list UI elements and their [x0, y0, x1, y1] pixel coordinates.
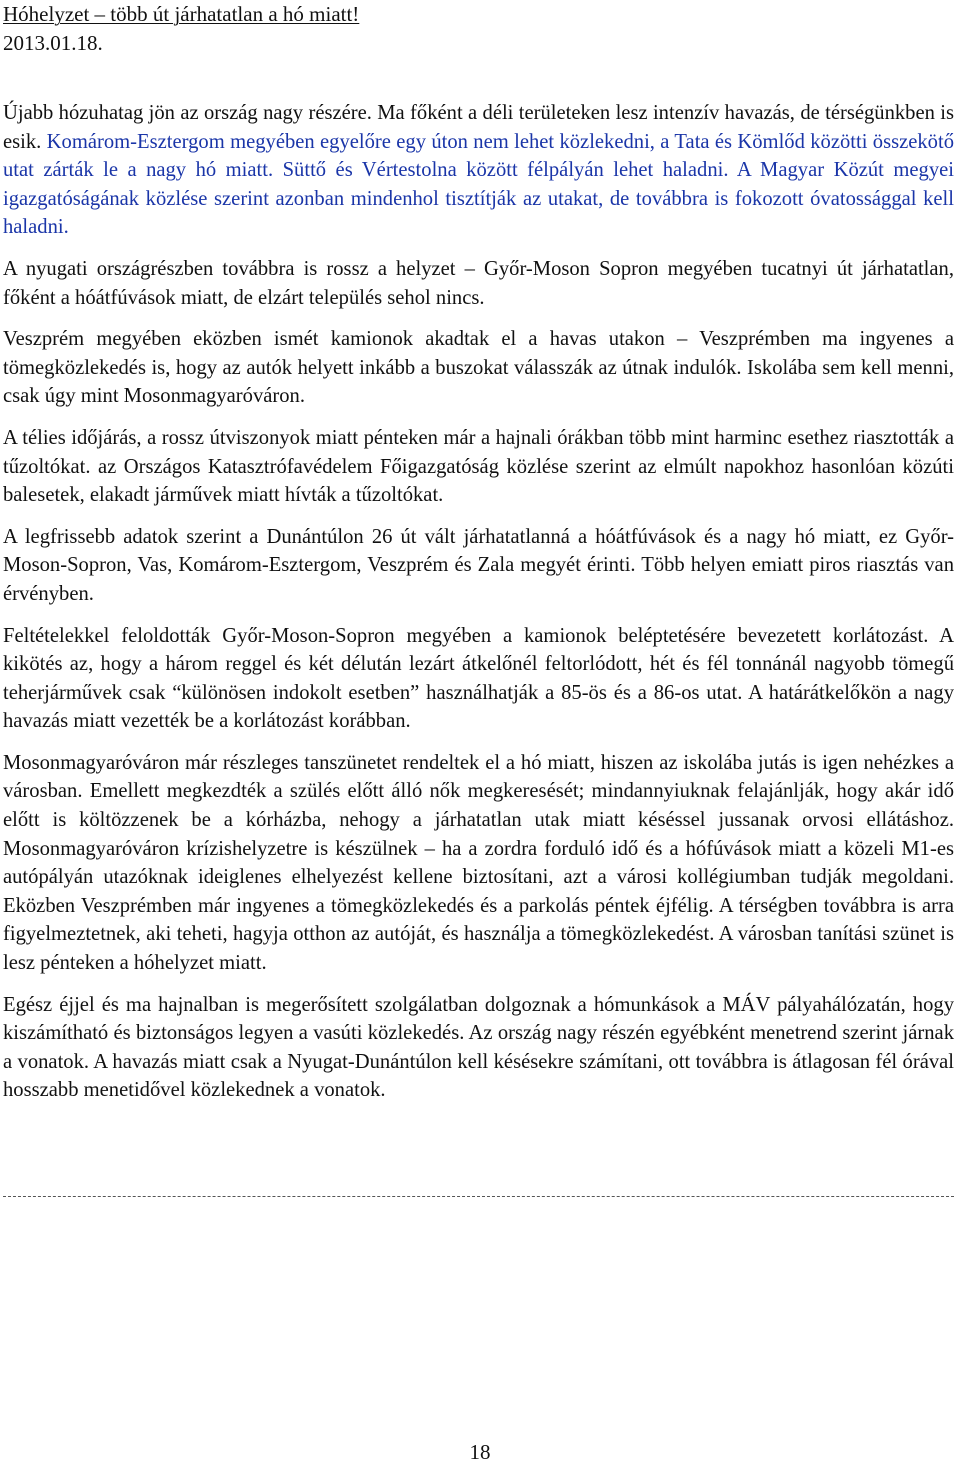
paragraph: [3, 424, 954, 510]
paragraph-text: Feltételekkel feloldották Győr-Moson-Sopron megyében a kamionok beléptetésére bevezetett korlátozást. A kikötés az, hogy a három reggel és két délután lezárt átkelőnél feltorlódott, hét és fél tonnánál nagyobb tömegű teherjárművek csak “különösen indokolt esetben” használhatják a 85-ös és a 86-os utat. A határátkelőkön a nagy havazás miatt vezették be a korlátozást korábban.: [3, 624, 954, 733]
paragraph-text: Komárom-Esztergom megyében egyelőre egy úton nem lehet közlekedni, a Tata és Kömlőd közötti összekötő utat zárták le a nagy hó miatt.: [3, 130, 954, 182]
document-page: [3, 0, 954, 1118]
page-number: 18: [469, 1440, 491, 1464]
paragraph-text: Süttő és Vértestolna között félpályán lehet haladni.: [282, 159, 737, 182]
paragraph: [3, 255, 954, 312]
paragraph-text: A legfrissebb adatok szerint a Dunántúlon 26 út vált járhatatlanná a hóátfúvások és a nagy hó miatt, ez Győr-Moson-Sopron, Vas, Komárom-Esztergom, Veszprém és Zala megyét érinti. Több helyen emiatt piros riasztás van érvényben.: [3, 525, 954, 605]
paragraph: [3, 622, 954, 736]
paragraph-text: A nyugati országrészben továbbra is rossz a helyzet – Győr-Moson Sopron megyében tucatnyi út járhatatlan, főként a hóátfúvások miatt, de elzárt település sehol nincs.: [3, 257, 954, 309]
article-body: [3, 99, 954, 1105]
paragraph-text: Egész éjjel és ma hajnalban is megerősített szolgálatban dolgoznak a hómunkások a MÁV pályahálózatán, hogy kiszámítható és biztonságos legyen a vasúti közlekedés. Az ország nagy részén egyébként menetrend szerint járnak a vonatok. A havazás miatt csak a Nyugat-Dunántúlon kell késésekre számítani, ott továbbra is átlagosan fél órával hosszabb menetidővel közlekednek a vonatok.: [3, 993, 954, 1102]
article-header: [3, 0, 954, 58]
paragraph: [3, 325, 954, 411]
article-date: 2013.01.18.: [3, 31, 103, 55]
article-title[interactable]: Hóhelyzet – több út járhatatlan a hó miatt!: [3, 2, 360, 26]
paragraph: [3, 523, 954, 609]
paragraph: [3, 749, 954, 978]
paragraph: [3, 991, 954, 1105]
dashed-separator: [3, 1196, 954, 1197]
paragraph-text: Veszprém megyében eközben ismét kamionok akadtak el a havas utakon – Veszprémben ma ingyenes a tömegközlekedés is, hogy az autók helyett inkább a buszokat válasszák az útnak indulók. Iskolába sem kell menni, csak úgy mint Mosonmagyaróváron.: [3, 328, 954, 408]
paragraph-text: Mosonmagyaróváron már részleges tanszünetet rendeltek el a hó miatt, hiszen az iskolába jutás is igen nehézkes a városban. Emellett megkezdték a szülés előtt álló nők megkeresését; mindannyiuknak felajánlják, hogy akár idő előtt is költözzenek be a kórházba, nehogy a járhatatlan utak miatt késéssel jussanak orvosi ellátáshoz. Mosonmagyaróváron krízishelyzetre is készülnek – ha a zordra forduló idő és a hófúvások miatt a közeli M1-es autópályán utazóknak ideiglenes elhelyezést kellene biztosítani, azt a városi kollégiumban tudják megoldani. Eközben Veszprémben már ingyenes a tömegközlekedés és a parkolás péntek éjfélig. A térségben továbbra is arra figyelmeztetnek, aki teheti, hagyja otthon az autóját, és használja a tömegközlekedést. A városban tanítási szünet is lesz pénteken a hóhelyzet miatt.: [3, 751, 954, 975]
paragraph-text: Újabb hózuhatag jön az ország nagy részére. Ma főként a déli területeken lesz intenzív havazás, de térségünkben is esik.: [3, 102, 954, 153]
paragraph-text: A Magyar Közút megyei igazgatóságának közlése szerint azonban mindenhol tisztítják az utakat, de továbbra is fokozott óvatossággal kell haladni.: [3, 159, 954, 239]
paragraph-text: A télies időjárás, a rossz útviszonyok miatt pénteken már a hajnali órákban több mint harminc esethez riasztották a tűzoltókat. az Országos Katasztrófavédelem Főigazgatóság közlése szerint az elmúlt napokhoz hasonlóan közúti balesetek, elakadt járművek miatt hívták a tűzoltókat.: [3, 426, 954, 507]
paragraph: [3, 99, 954, 242]
